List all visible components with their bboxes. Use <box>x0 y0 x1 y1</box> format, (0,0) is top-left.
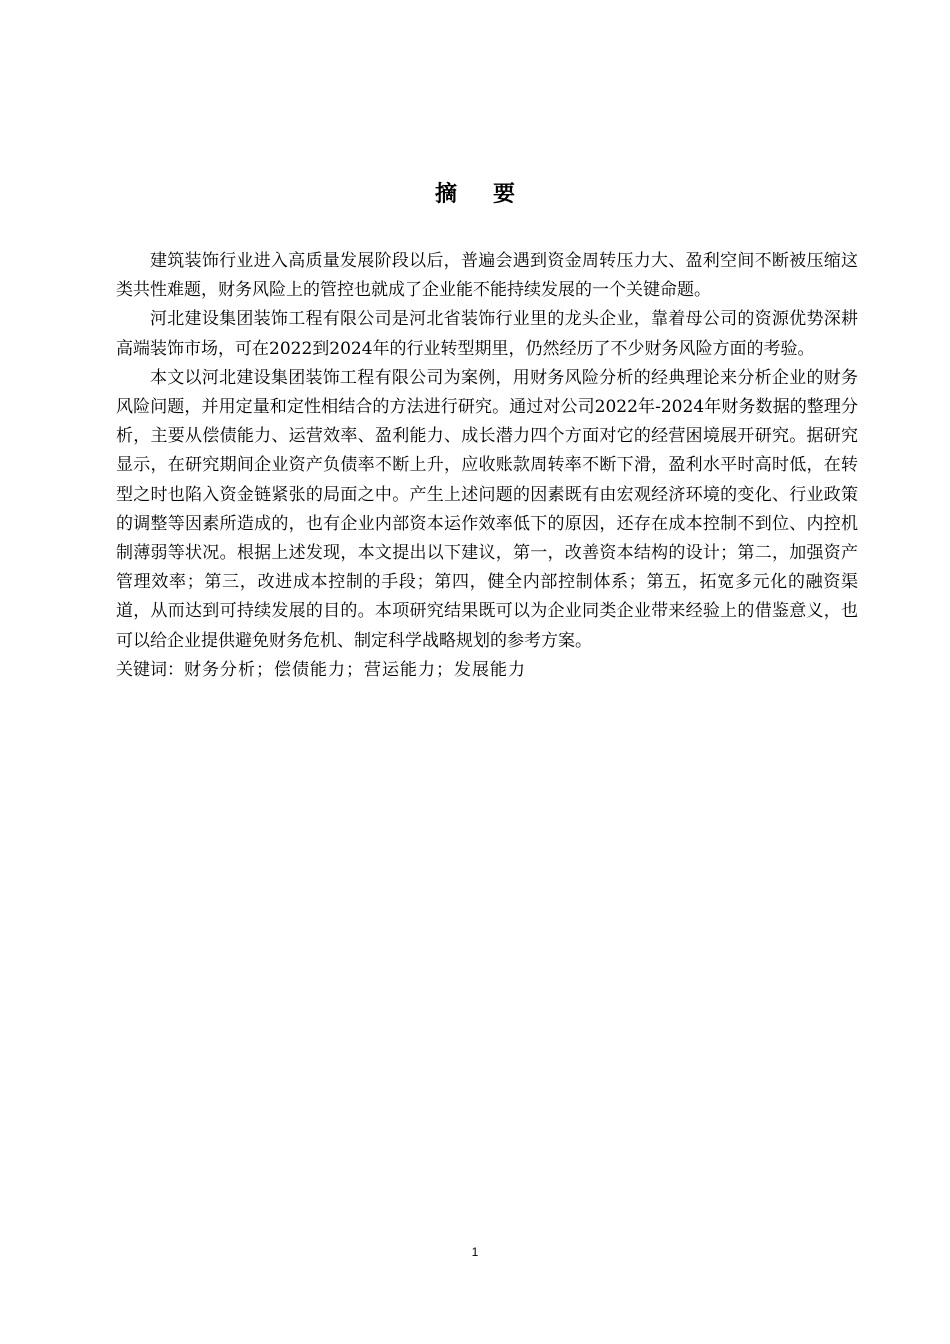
abstract-title-char-2: 要 <box>493 182 516 207</box>
keywords-label: 关键词： <box>116 659 184 680</box>
abstract-paragraph-2: 河北建设集团装饰工程有限公司是河北省装饰行业里的龙头企业，靠着母公司的资源优势深耕高端装饰市场，可在2022到2024年的行业转型期里，仍然经历了不少财务风险方面的考验。 <box>116 309 858 359</box>
keywords-text: 财务分析；偿债能力；营运能力；发展能力 <box>184 659 526 680</box>
abstract-title <box>0 180 950 210</box>
page-number: 1 <box>471 1245 479 1259</box>
abstract-paragraph-1: 建筑装饰行业进入高质量发展阶段以后，普遍会遇到资金周转压力大、盈利空间不断被压缩这类共性难题，财务风险上的管控也就成了企业能不能持续发展的一个关键命题。 <box>116 251 858 301</box>
abstract-title-char-1: 摘 <box>434 182 457 207</box>
abstract-paragraph-3: 本文以河北建设集团装饰工程有限公司为案例，用财务风险分析的经典理论来分析企业的财务风险问题，并用定量和定性相结合的方法进行研究。通过对公司2022年-2024年财务数据的整理分析，主要从偿债能力、运营效率、盈利能力、成长潜力四个方面对它的经营困境展开研究。据研究显示，在研究期间企业资产负债率不断上升，应收账款周转率不断下滑，盈利水平时高时低，在转型之时也陷入资金链紧张的局面之中。产生上述问题的因素既有由宏观经济环境的变化、行业政策的调整等因素所造成的，也有企业内部资本运作效率低下的原因，还存在成本控制不到位、内控机制薄弱等状况。根据上述发现，本文提出以下建议，第一，改善资本结构的设计；第二，加强资产管理效率；第三，改进成本控制的手段；第四，健全内部控制体系；第五，拓宽多元化的融资渠道，从而达到可持续发展的目的。本项研究结果既可以为企业同类企业带来经验上的借鉴意义，也可以给企业提供避免财务危机、制定科学战略规划的参考方案。 <box>116 367 858 651</box>
abstract-body <box>116 247 858 685</box>
keywords-line <box>116 656 858 685</box>
